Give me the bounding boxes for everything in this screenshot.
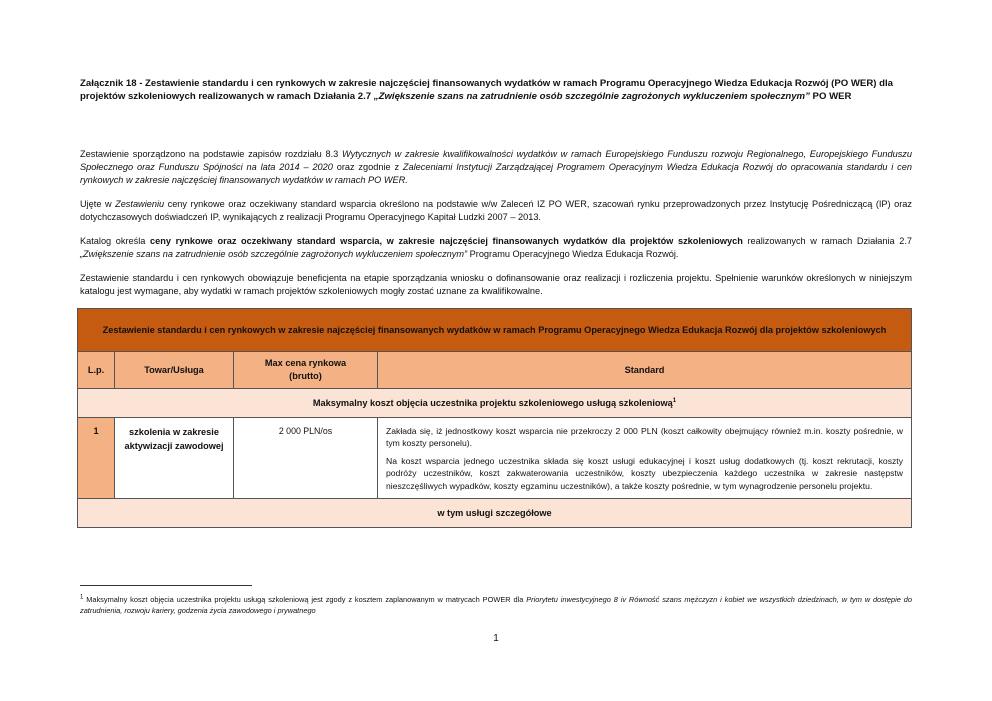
footnote-number: 1	[80, 594, 84, 601]
row-item-text: szkolenia w zakresie aktywizacji zawodowej	[124, 427, 224, 451]
footnote-italic: Priorytetu inwestycyjnego 8 iv Równość szans mężczyzn i kobiet we wszystkich dziedzinach, w tym w dostępie do zatrudnienia, rozwoju kariery, godzenia życia zawodowego i prywatnego	[80, 595, 912, 615]
p3-bold: ceny rynkowe oraz oczekiwany standard wsparcia, w zakresie najczęściej finansowanych wydatków dla projektów szkoleniowych	[150, 236, 743, 246]
footnote	[80, 595, 912, 616]
paragraph-validity: Zestawienie standardu i cen rynkowych obowiązuje beneficjenta na etapie sporządzania wniosku o dofinansowanie oraz realizacji i rozliczenia projektu. Spełnienie warunków określonych w niniejszym katalogu jest wymagane, aby wydatki w ramach projektów szkoleniowych mogły zostać uznane za kwalifikowalne.	[80, 273, 912, 297]
standard-text-2: Na koszt wsparcia jednego uczestnika składa się koszt usługi edukacyjnej i koszt usług dodatkowych (tj. koszt rekrutacji, koszty podróży uczestników, koszt zakwaterowania uczestników, koszty ubezpieczenia każdego uczestnika w zakresie następstw nieszczęśliwych wypadków, koszty egzaminu uczestników), a także koszty pośrednie, w tym wynagrodzenie personelu projektu.	[386, 455, 903, 491]
p3-text-3: Programu Operacyjnego Wiedza Edukacja Rozwój.	[467, 249, 679, 260]
column-header-lp: L.p.	[78, 352, 115, 389]
document-title	[80, 77, 912, 103]
p3-text-2: realizowanych w ramach Działania 2.7	[742, 236, 913, 246]
standards-table	[77, 308, 912, 528]
p3-text: Katalog określa	[80, 236, 151, 246]
footnote-divider	[80, 585, 252, 586]
title-suffix: PO WER	[809, 91, 852, 102]
standard-text-1: Zakłada się, iż jednostkowy koszt wsparcia nie przekroczy 2 000 PLN (koszt całkowity obejmujący również m.in. koszty pośrednie, w tym koszty personelu).	[386, 426, 903, 449]
section-title: Maksymalny koszt objęcia uczestnika projektu szkoleniowego usługą szkoleniową	[312, 398, 673, 408]
column-header-standard: Standard	[378, 352, 912, 389]
footnote-marker: 1	[672, 397, 677, 404]
section-header-detailed-services: w tym usługi szczegółowe	[78, 499, 912, 528]
table-row	[78, 418, 912, 499]
title-italic: „Zwiększenie szans na zatrudnienie osób szczególnie zagrożonych wykluczeniem społecznym”	[373, 91, 810, 102]
paragraph-basis	[80, 148, 912, 188]
p2-italic: Zestawieniu	[115, 199, 165, 209]
p3-italic: „Zwiększenie szans na zatrudnienie osób szczególnie zagrożonych wykluczeniem społecznym”	[80, 249, 468, 260]
footnote-text: Maksymalny koszt objęcia uczestnika projektu usługą szkoleniową jest zgody z kosztem zaplanowanym w matrycach POWER dla	[83, 595, 527, 604]
p1-text: Zestawienie sporządzono na podstawie zapisów rozdziału 8.3	[80, 149, 342, 159]
row-item	[115, 418, 234, 499]
paragraph-prices	[80, 198, 912, 224]
column-header-price: Max cena rynkowa (brutto)	[234, 352, 378, 389]
p1-recommendations: Zaleceniami Instytucji Zarządzającej Programem Operacyjnym Wiedza Edukacja Rozwój do opracowania standardu i cen rynkowych w zakresie najczęściej finansowanych wydatków w ramach PO WER.	[80, 162, 912, 186]
table-main-header: Zestawienie standardu i cen rynkowych w zakresie najczęściej finansowanych wydatków w ramach Programu Operacyjnego Wiedza Edukacja Rozwój dla projektów szkoleniowych	[78, 309, 912, 352]
p2-text-2: ceny rynkowe oraz oczekiwany standard wsparcia określono na podstawie w/w Zaleceń IZ PO WER, szacowań rynku przeprowadzonych przez Instytucję Pośredniczącą (IP) oraz dotychczasowych doświadczeń IP, wynikających z realizacji Programu Operacyjnego Kapitał Ludzki 2007 – 2013.	[80, 199, 912, 223]
p1-text-2: oraz zgodnie z	[332, 162, 403, 173]
section-header-max-cost	[78, 389, 912, 418]
page-number: 1	[493, 633, 499, 644]
row-lp: 1	[78, 418, 115, 499]
paragraph-catalog	[80, 235, 912, 261]
p1-guidelines: Wytycznych w zakresie kwalifikowalności wydatków w ramach Europejskiego Funduszu rozwoju Regionalnego, Europejskiego Funduszu Społecznego oraz Funduszu Spójności na lata 2014 – 2020	[80, 149, 912, 173]
p2-text: Ujęte w	[80, 199, 116, 209]
column-header-item: Towar/Usługa	[115, 352, 234, 389]
row-standard	[378, 418, 912, 499]
row-price: 2 000 PLN/os	[234, 418, 378, 499]
title-text: Załącznik 18 - Zestawienie standardu i cen rynkowych w zakresie najczęściej finansowanych wydatków w ramach Programu Operacyjnego Wiedza Edukacja Rozwój (PO WER) dla projektów szkoleniowych realizowanych w ramach Działania 2.7	[80, 78, 893, 102]
